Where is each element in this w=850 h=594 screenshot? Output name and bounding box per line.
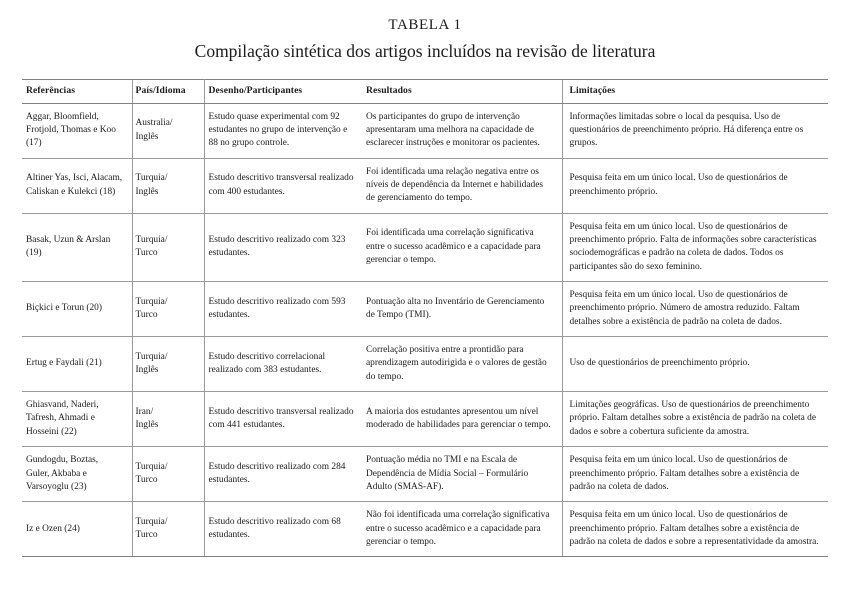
cell-country-language: Iran/ Inglês <box>132 392 204 447</box>
cell-country-language: Australia/ Inglês <box>132 103 204 158</box>
table-row <box>22 103 828 158</box>
cell-references: Gundogdu, Boztas, Guler, Akbaba e Varsoyoglu (23) <box>22 447 132 502</box>
table-row <box>22 158 828 213</box>
table-number: TABELA 1 <box>388 17 462 33</box>
cell-country-language: Turquia/ Turco <box>132 502 204 557</box>
cell-references: Basak, Uzun & Arslan (19) <box>22 213 132 281</box>
cell-design-participants: Estudo quase experimental com 92 estudantes no grupo de intervenção e 88 no grupo controle. <box>204 103 362 158</box>
table-row <box>22 282 828 337</box>
cell-results: Os participantes do grupo de intervenção apresentaram uma melhora na capacidade de esclarecer instruções e monitorar os pacientes. <box>362 103 562 158</box>
cell-references: Iz e Ozen (24) <box>22 502 132 557</box>
cell-country-language: Turquia/ Turco <box>132 447 204 502</box>
cell-results: Foi identificada uma relação negativa entre os níveis de dependência da Internet e habilidades de gerenciamento do tempo. <box>362 158 562 213</box>
cell-design-participants: Estudo descritivo transversal realizado com 400 estudantes. <box>204 158 362 213</box>
table-header <box>22 79 828 103</box>
cell-design-participants: Estudo descritivo realizado com 593 estudantes. <box>204 282 362 337</box>
cell-results: Pontuação média no TMI e na Escala de Dependência de Mídia Social – Formulário Adulto (SMAS-AF). <box>362 447 562 502</box>
cell-design-participants: Estudo descritivo realizado com 68 estudantes. <box>204 502 362 557</box>
table-row <box>22 213 828 281</box>
column-header-country-language: País/Idioma <box>132 79 204 103</box>
column-header-references: Referências <box>22 79 132 103</box>
cell-results: A maioria dos estudantes apresentou um nível moderado de habilidades para gerenciar o tempo. <box>362 392 562 447</box>
table-row <box>22 502 828 557</box>
cell-references: Biçkici e Torun (20) <box>22 282 132 337</box>
cell-design-participants: Estudo descritivo realizado com 323 estudantes. <box>204 213 362 281</box>
cell-limitations: Limitações geográficas. Uso de questionários de preenchimento próprio. Faltam detalhes sobre a existência de padrão na coleta de dados e sobre a cobertura suficiente da amostra. <box>562 392 828 447</box>
cell-country-language: Turquia/ Inglês <box>132 158 204 213</box>
cell-limitations: Pesquisa feita em um único local. Uso de questionários de preenchimento próprio. Faltam detalhes sobre a existência de padrão na coleta de dados. <box>562 447 828 502</box>
cell-design-participants: Estudo descritivo realizado com 284 estudantes. <box>204 447 362 502</box>
studies-summary-table <box>22 79 828 558</box>
cell-results: Foi identificada uma correlação significativa entre o sucesso acadêmico e a capacidade para gerenciar o tempo. <box>362 213 562 281</box>
cell-limitations: Pesquisa feita em um único local. Uso de questionários de preenchimento próprio. Falta de informações sobre características sociodemográficas e padrão na coleta de dados. Todos os participantes são do sexo feminino. <box>562 213 828 281</box>
cell-limitations: Uso de questionários de preenchimento próprio. <box>562 337 828 392</box>
table-body <box>22 103 828 557</box>
table-row <box>22 392 828 447</box>
cell-limitations: Pesquisa feita em um único local. Uso de questionários de preenchimento próprio. Faltam detalhes sobre a existência de padrão na coleta de dados e sobre a representatividade da amostra. <box>562 502 828 557</box>
cell-design-participants: Estudo descritivo correlacional realizado com 383 estudantes. <box>204 337 362 392</box>
cell-results: Correlação positiva entre a prontidão para aprendizagem autodirigida e o valores de gestão do tempo. <box>362 337 562 392</box>
table-row <box>22 447 828 502</box>
cell-references: Ertug e Faydali (21) <box>22 337 132 392</box>
cell-limitations: Pesquisa feita em um único local. Uso de questionários de preenchimento próprio. <box>562 158 828 213</box>
cell-references: Altiner Yas, Isci, Alacam, Caliskan e Kulekci (18) <box>22 158 132 213</box>
table-row <box>22 337 828 392</box>
table-title-block <box>22 0 828 65</box>
cell-references: Aggar, Bloomfield, Frotjold, Thomas e Koo (17) <box>22 103 132 158</box>
cell-results: Não foi identificada uma correlação significativa entre o sucesso acadêmico e a capacidade para gerenciar o tempo. <box>362 502 562 557</box>
table-caption: Compilação sintética dos artigos incluídos na revisão de literatura <box>194 40 656 61</box>
cell-country-language: Turquia/ Turco <box>132 213 204 281</box>
column-header-limitations: Limitações <box>562 79 828 103</box>
column-header-results: Resultados <box>362 79 562 103</box>
column-header-design-participants: Desenho/Participantes <box>204 79 362 103</box>
cell-limitations: Informações limitadas sobre o local da pesquisa. Uso de questionários de preenchimento próprio. Há diferença entre os grupos. <box>562 103 828 158</box>
cell-references: Ghiasvand, Naderi, Tafresh, Ahmadi e Hosseini (22) <box>22 392 132 447</box>
cell-country-language: Turquia/ Inglês <box>132 337 204 392</box>
table-header-row <box>22 79 828 103</box>
cell-country-language: Turquia/ Turco <box>132 282 204 337</box>
cell-limitations: Pesquisa feita em um único local. Uso de questionários de preenchimento próprio. Número de amostra reduzido. Faltam detalhes sobre a existência de padrão na coleta de dados. <box>562 282 828 337</box>
cell-results: Pontuação alta no Inventário de Gerenciamento de Tempo (TMI). <box>362 282 562 337</box>
cell-design-participants: Estudo descritivo transversal realizado com 441 estudantes. <box>204 392 362 447</box>
